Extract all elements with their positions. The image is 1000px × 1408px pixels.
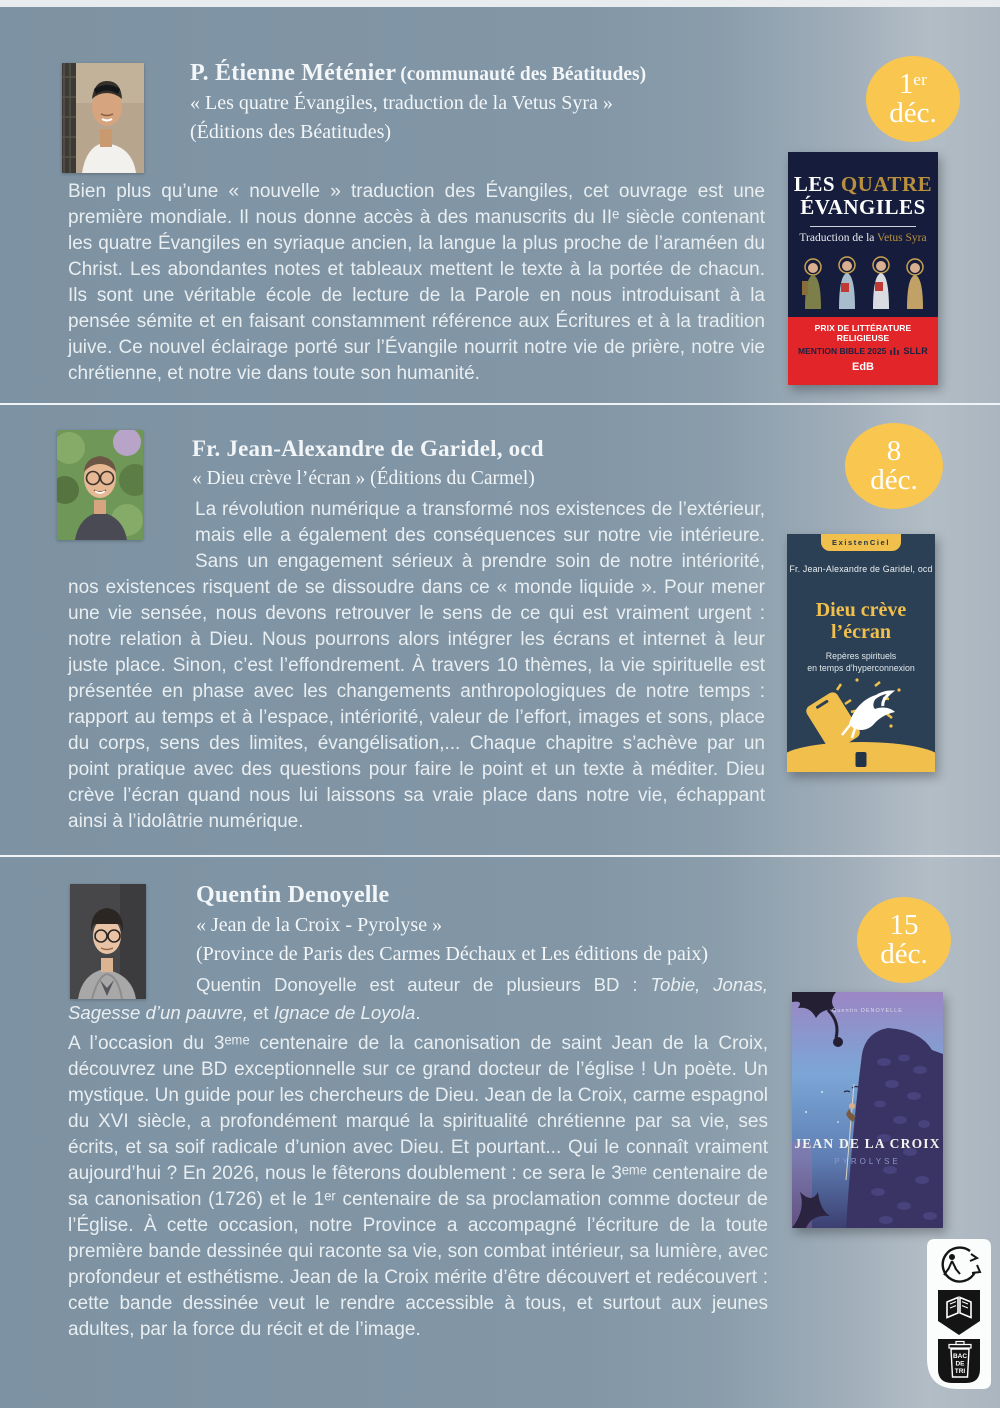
badge-day: 1ᵉʳ — [898, 67, 928, 100]
recycling-marks-block — [926, 1238, 992, 1390]
cover-title-line1: Dieu crève — [815, 599, 907, 621]
bin-label-line: DE — [955, 1360, 965, 1368]
cover-author: Fr. Jean-Alexandre de Garidel, ocd — [789, 564, 933, 574]
page-bottom-edge — [0, 0, 1000, 7]
badge-month: déc. — [870, 463, 918, 496]
section-divider-2 — [0, 855, 1000, 857]
cover-title-line2: l’écran — [831, 621, 891, 643]
date-badge-2 — [845, 423, 943, 509]
publisher-line: (Éditions des Béatitudes) — [190, 121, 392, 143]
sllr-label: SLLR — [903, 346, 929, 356]
cover-subtitle-line1: Repères spirituels — [825, 651, 897, 661]
book-title-line: « Jean de la Croix - Pyrolyse » — [196, 914, 443, 936]
intro-text: . — [415, 1002, 421, 1023]
section-2-heading — [192, 433, 544, 493]
carmel-logo-icon — [856, 752, 867, 767]
cover-title-line2: ÉVANGILES — [800, 195, 926, 219]
book-title-line: « Dieu crève l’écran » (Éditions du Carmel) — [192, 468, 535, 489]
book-title-line: « Les quatre Évangiles, traduction de la Vetus Syra » — [190, 92, 613, 114]
book-cover-jean-de-la-croix — [792, 992, 943, 1228]
sorting-bin-icon — [938, 1339, 980, 1383]
author-photo-metenier — [62, 63, 144, 173]
badge-day: 15 — [889, 908, 919, 941]
award-mention: MENTION BIBLE 2025 — [797, 346, 887, 356]
section-3-heading — [196, 880, 708, 969]
intro-italic-titles: Tobie, Jonas, Sagesse d’un pauvre, — [68, 974, 768, 1023]
book-cover-dieu-creve-lecran — [787, 534, 935, 772]
intro-italic-title: Ignace de Loyola — [273, 1002, 416, 1023]
dove-phone-illustration-icon — [787, 668, 935, 746]
bin-label-line: TRI — [954, 1368, 966, 1375]
intro-text: et — [247, 1002, 274, 1023]
badge-month: déc. — [880, 937, 928, 970]
author-name: P. Étienne Méténier — [190, 60, 397, 86]
cover-title — [788, 152, 938, 219]
sllr-logo-icon — [889, 346, 900, 356]
award-line-2 — [788, 346, 938, 356]
cover-award-band — [788, 317, 938, 385]
cover-title: JEAN DE LA CROIX — [794, 1136, 941, 1151]
cover-subtitle-white: Traduction de la — [799, 232, 878, 244]
section-1-body — [68, 179, 765, 387]
cover-rule — [810, 226, 916, 227]
date-badge-1 — [866, 56, 960, 142]
cover-subtitle-gold: Vetus Syra — [877, 232, 927, 244]
photo-wrap-spacer — [68, 497, 195, 551]
edb-publisher-mark: EdB — [852, 361, 874, 373]
badge-day: 8 — [886, 434, 902, 467]
cover-subtitle: PYROLYSE — [834, 1157, 901, 1166]
bin-label-line: BAC — [952, 1353, 968, 1360]
date-badge-3 — [857, 897, 951, 983]
section-3-body — [68, 1031, 768, 1343]
cover-subtitle — [788, 232, 938, 244]
body-text: A l’occasion du 3ᵉᵐᵉ centenaire de la canonisation de saint Jean de la Croix, découvrez une BD exceptionnelle sur ce grand docteur de l’église ! Un poète. Un mystique. Un guide pour les chercheurs de Dieu. Jean de la Croix, carme espagnol du XVI siècle, a profondément marqué la spiritualité chrétienne par sa vie, ses écrits, et sa soif radicale d’union avec Dieu. Et pourtant... Qui le connaît vraiment aujourd’hui ? En 2026, nous le fêterons doublement : ce sera le 3ᵉᵐᵉ centenaire de sa canonisation (1726) et le 1ᵉʳ centenaire de sa proclamation comme docteur de l’Église. À cette occasion, notre Province a accompagné l’écriture de la toute première bande dessinée qui raconte sa vie, son combat intérieur, sa lumière, avec profondeur et esthétisme. Jean de la Croix mérite d’être découvert et redécouvert : cette bande dessinée veut le rendre accessible à tous, et surtout aux jeunes adultes, par la force du récit et de l’image. — [68, 1033, 768, 1340]
cover-title-white: LES — [793, 172, 841, 196]
award-line-1: PRIX DE LITTÉRATURE RELIGIEUSE — [814, 323, 912, 343]
cover-subtitle-line2: en temps d’hyperconnexion — [807, 663, 915, 673]
body-text: La révolution numérique a transformé nos existences de l’extérieur, mais elle a également des conséquences sur notre vie intérieure. Sans un engagement sérieux à prendre soin de notre intériorité, nos existences risquent de se dissoudre dans ce « monde liquide ». Pour mener une vie sensée, nous devons retrouver le sens de ce qui est vraiment urgent : notre relation à Dieu. Nous pourrons alors intégrer les écrans et internet à leur juste place. Sinon, c’est l’effondrement. À travers 10 thèmes, la vie spirituelle est présentée en phase avec les changements anthropologiques de notre temps : rapport au temps et à l’espace, intériorité, valeur de l’effort, images et sons, place du corps, sens des limites, évangélisation,... Chaque chapitre s’achève par un point pratique avec des questions pour faire le point et un texte à méditer. Dieu crève l’écran quand nous lui laissons sa vraie place dans notre vie, échappant ainsi à l’idolâtrie numérique. — [68, 499, 765, 832]
cover-author: Quentin DENOYELLE — [832, 1008, 903, 1014]
section-2-body — [68, 497, 765, 835]
intro-text: Quentin Donoyelle est auteur de plusieurs BD : — [196, 974, 651, 995]
collection-tab: ExistenCiel — [821, 534, 901, 551]
badge-month: déc. — [889, 96, 937, 129]
cover-title-gold: QUATRE — [840, 172, 933, 196]
author-name: Fr. Jean-Alexandre de Garidel, ocd — [192, 436, 544, 461]
cover-title — [787, 599, 935, 643]
book-cover-les-quatre-evangiles — [788, 152, 938, 385]
section-1-heading — [190, 58, 646, 147]
author-name: Quentin Denoyelle — [196, 882, 390, 908]
photo-wrap-spacer — [68, 971, 196, 999]
publisher-line: (Province de Paris des Carmes Déchaux et Les éditions de paix) — [196, 943, 709, 965]
body-text: Bien plus qu’une « nouvelle » traduction des Évangiles, cet ouvrage est une première mondiale. Il nous donne accès à des manuscrits du IIᵉ siècle contenant les quatre Évangiles en syriaque ancien, la langue la plus proche de l’araméen du Christ. Les abondantes notes et tableaux mettent le texte à la portée de chacun. Ils sont une véritable école de lecture de la Parole en nous introduisant à la pensée sémite et en faisant constamment référence aux Écritures et à la tradition juive. Ce nouvel éclairage porté sur l’Évangile nourrit notre vie de prière, notre vie chrétienne, et notre vie dans toute son humanité. — [68, 181, 765, 384]
section-divider-1 — [0, 403, 1000, 405]
author-note: (communauté des Béatitudes) — [400, 64, 647, 85]
section-3-intro — [68, 971, 768, 1027]
evangelists-illustration-icon — [797, 251, 929, 313]
